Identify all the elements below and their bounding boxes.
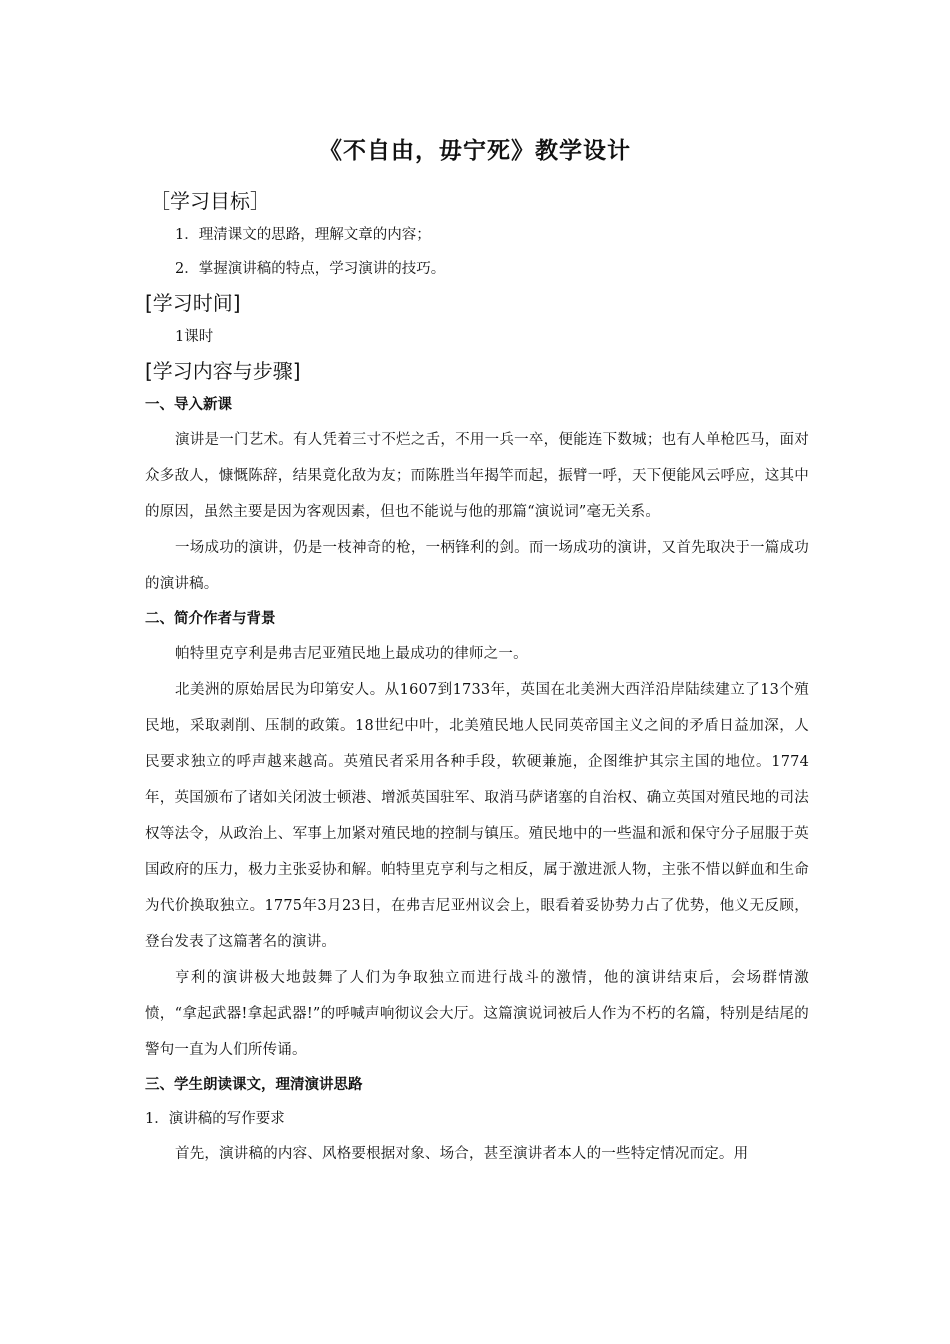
time-heading: [学习时间] xyxy=(145,291,241,315)
paragraph: 北美洲的原始居民为印第安人。从1607到1733年，英国在北美洲大西洋沿岸陆续建立了13个殖民地，采取剥削、压制的政策。18世纪中叶，北美殖民地人民同英帝国主义之间的矛盾日益加深，人民要求独立的呼声越来越高。英殖民者采用各种手段，软硬兼施，企图维护其宗主国的地位。1774年，英国颁布了诸如关闭波士顿港、增派英国驻军、取消马萨诸塞的自治权、确立英国对殖民地的司法权等法令，从政治上、军事上加紧对殖民地的控制与镇压。殖民地中的一些温和派和保守分子屈服于英国政府的压力，极力主张妥协和解。帕特里克亨利与之相反，属于激进派人物，主张不惜以鲜血和生命为代价换取独立。1775年3月23日，在弗吉尼亚州议会上，眼看着妥协势力占了优势，他义无反顾，登台发表了这篇著名的演讲。 xyxy=(145,682,809,950)
objectives-heading: ［学习目标］ xyxy=(150,189,270,213)
part2-heading: 二、简介作者与背景 xyxy=(145,611,276,627)
paragraph: 首先，演讲稿的内容、风格要根据对象、场合，甚至演讲者本人的一些特定情况而定。用 xyxy=(175,1146,749,1162)
part3-heading: 三、学生朗读课文，理清演讲思路 xyxy=(145,1077,363,1093)
paragraph: 演讲是一门艺术。有人凭着三寸不烂之舌，不用一兵一卒，便能连下数城；也有人单枪匹马，面对众多敌人，慷慨陈辞，结果竟化敌为友；而陈胜当年揭竿而起，振臂一呼，天下便能风云呼应，这其中的原因，虽然主要是因为客观因素，但也不能说与他的那篇“演说词”毫无关系。 xyxy=(145,432,809,520)
time-value: 1课时 xyxy=(175,329,214,345)
paragraph: 亨利的演讲极大地鼓舞了人们为争取独立而进行战斗的激情，他的演讲结束后，会场群情激愤，“拿起武器!拿起武器!”的呼喊声响彻议会大厅。这篇演说词被后人作为不朽的名篇，特别是结尾的警句一直为人们所传诵。 xyxy=(145,970,809,1058)
document-title: 《不自由，毋宁死》教学设计 xyxy=(319,138,631,164)
document-body xyxy=(145,184,809,1172)
part1-heading: 一、导入新课 xyxy=(145,397,232,413)
steps-heading: [学习内容与步骤] xyxy=(145,359,301,383)
paragraph: 一场成功的演讲，仍是一枝神奇的枪，一柄锋利的剑。而一场成功的演讲，又首先取决于一篇成功的演讲稿。 xyxy=(145,540,809,592)
part3-subheading: 1．演讲稿的写作要求 xyxy=(145,1111,285,1127)
paragraph: 帕特里克亨利是弗吉尼亚殖民地上最成功的律师之一。 xyxy=(175,646,528,662)
objective-item: 1．理清课文的思路，理解文章的内容； xyxy=(175,227,431,243)
objective-item: 2．掌握演讲稿的特点，学习演讲的技巧。 xyxy=(175,261,446,277)
